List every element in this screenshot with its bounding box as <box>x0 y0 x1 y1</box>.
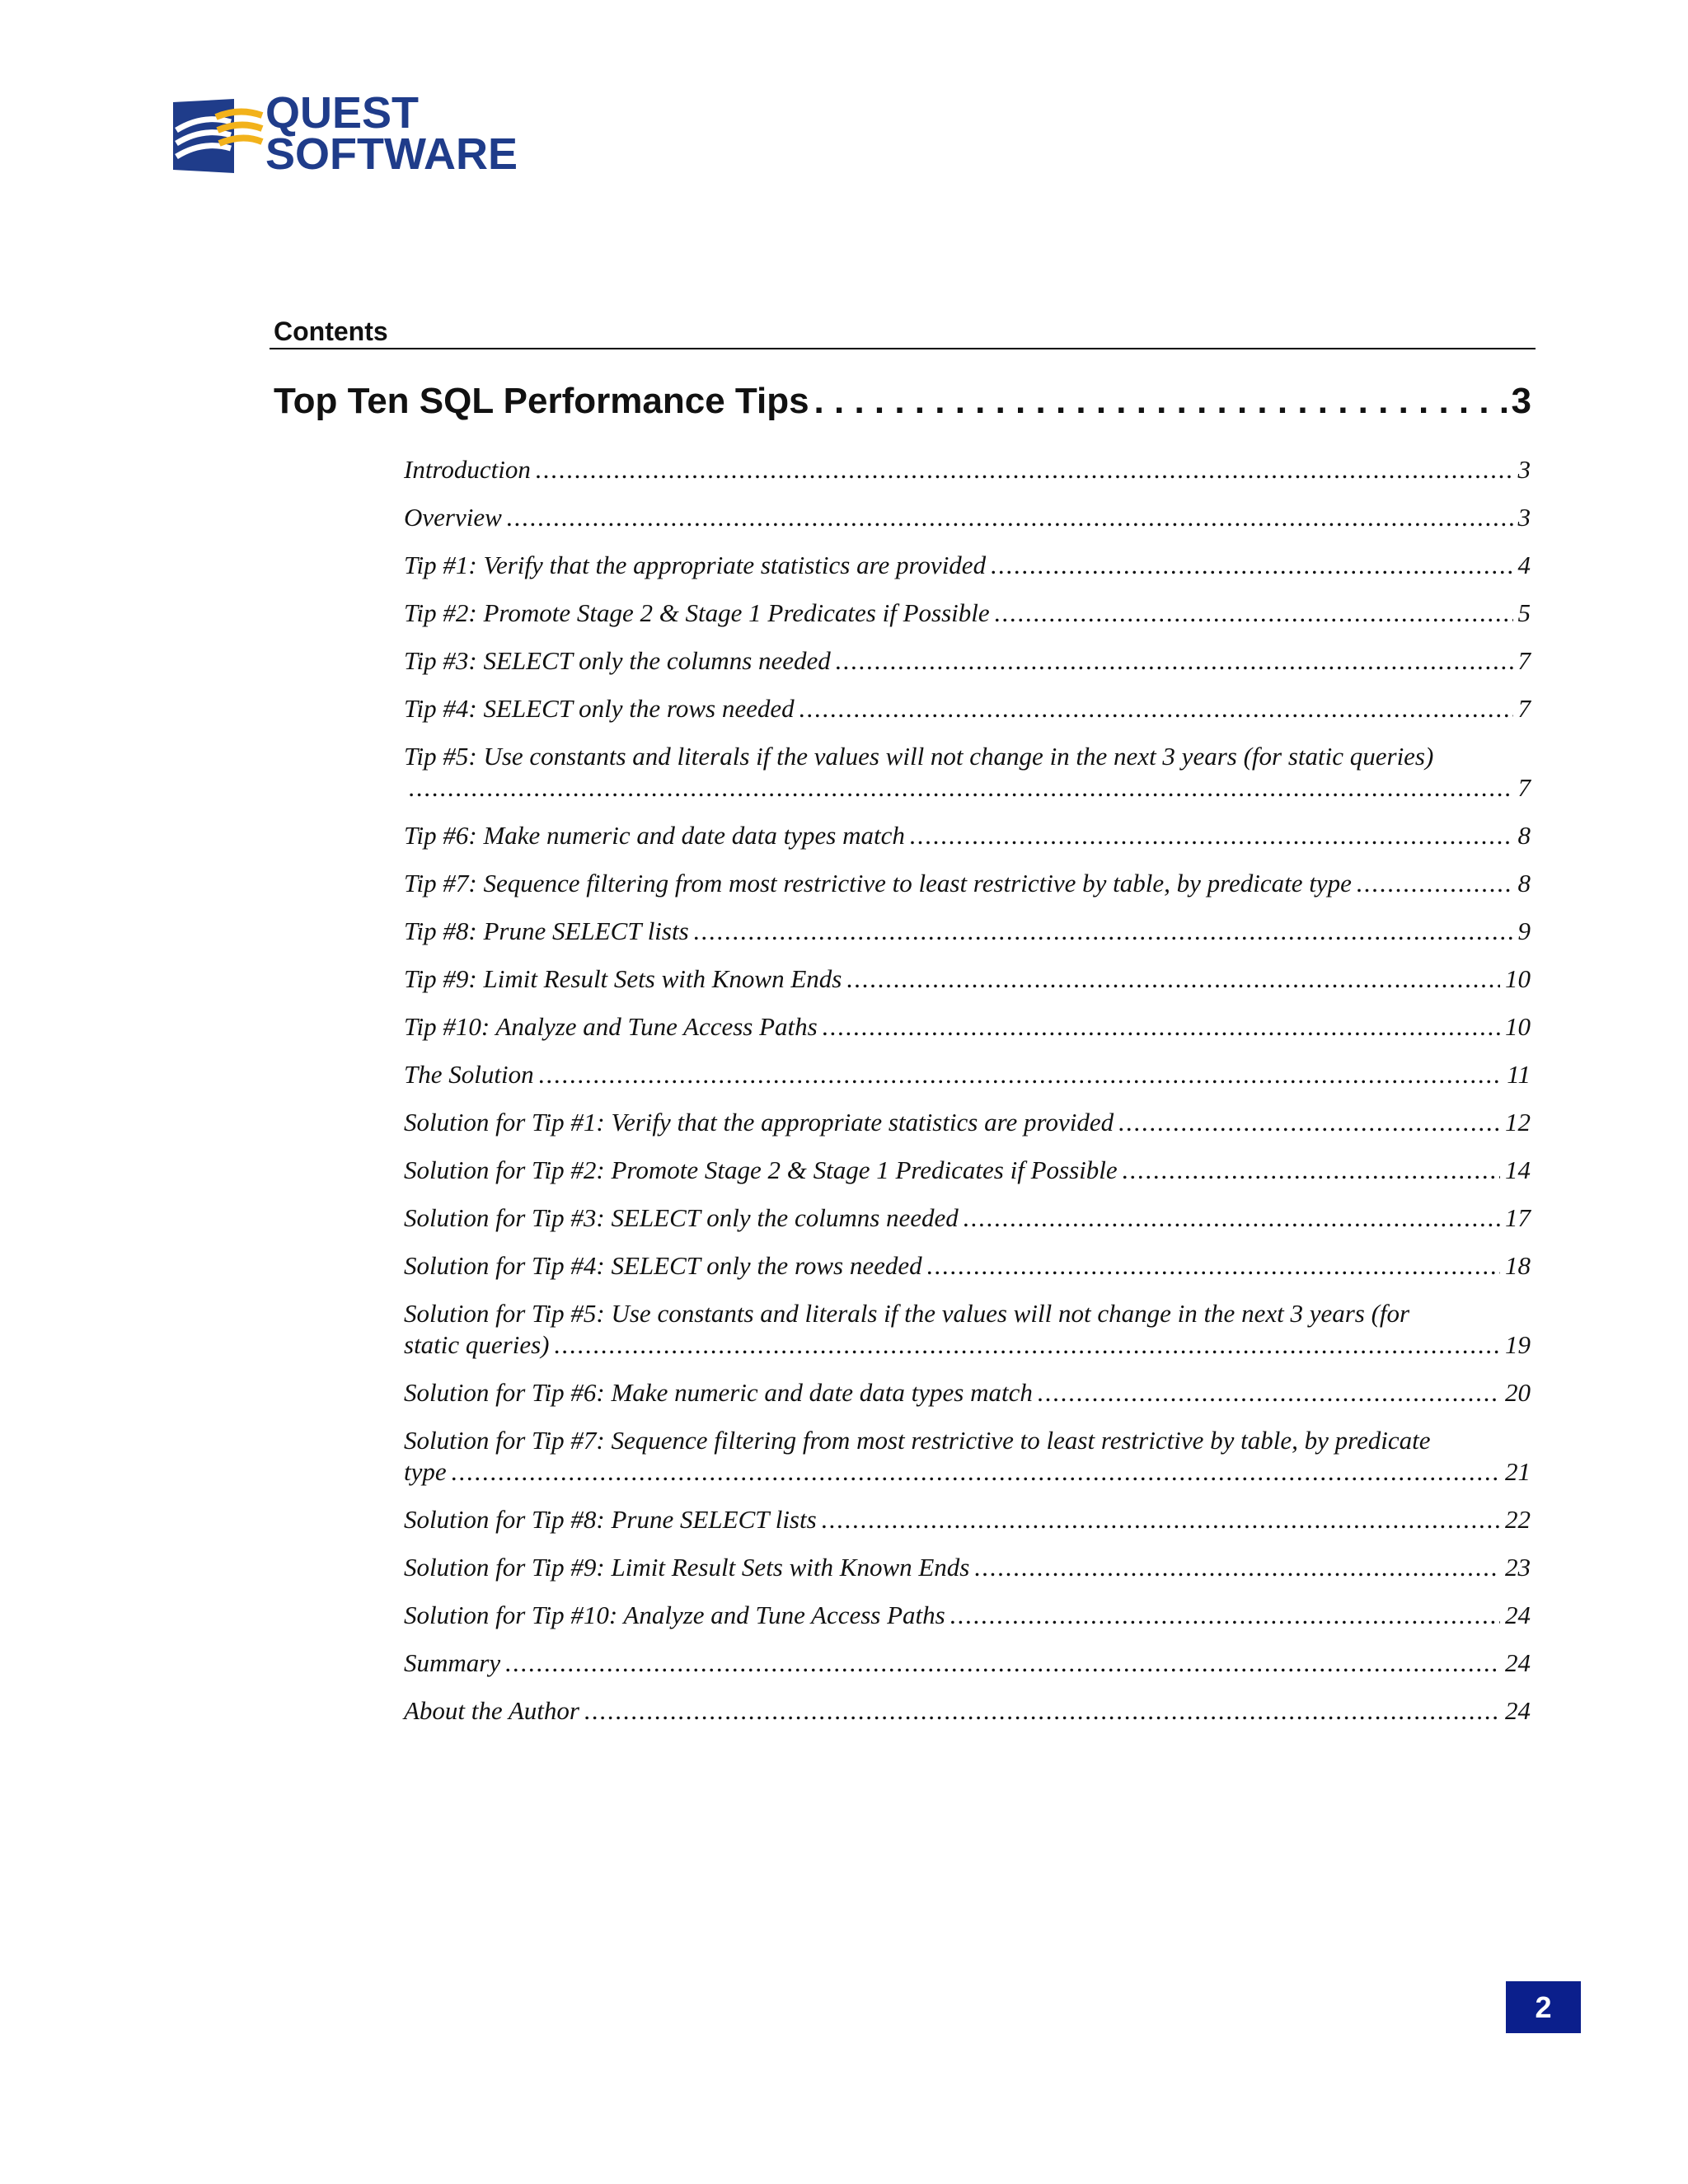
toc-entry[interactable] <box>404 502 1531 533</box>
toc-entry-page: 22 <box>1505 1505 1531 1534</box>
toc-entry-title: Solution for Tip #8: Prune SELECT lists <box>404 1505 817 1534</box>
toc-leader <box>1118 1107 1500 1138</box>
toc-leader <box>991 550 1512 581</box>
toc-entry[interactable] <box>404 868 1531 899</box>
toc-leader <box>814 381 1507 422</box>
quest-software-logo <box>170 88 574 179</box>
toc-entry-title: static queries) <box>404 1330 550 1359</box>
toc-entry-title: Introduction <box>404 455 531 484</box>
toc-entry[interactable] <box>404 1298 1531 1361</box>
toc-entry-page: 17 <box>1505 1203 1531 1232</box>
toc-entry-page: 3 <box>1517 455 1531 484</box>
quest-logo-mark-icon <box>170 97 269 176</box>
logo-wordmark <box>265 88 518 179</box>
toc-entry-page: 4 <box>1517 551 1531 579</box>
toc-entry-page: 12 <box>1505 1108 1531 1137</box>
toc-entry[interactable] <box>404 550 1531 581</box>
toc-entry-page: 24 <box>1505 1696 1531 1725</box>
toc-entry-page: 23 <box>1505 1553 1531 1582</box>
toc-leader <box>1123 1155 1500 1186</box>
toc-entry-list <box>404 454 1531 1743</box>
toc-entry-title: Tip #2: Promote Stage 2 & Stage 1 Predicates if Possible <box>404 598 990 627</box>
toc-leader <box>409 772 1513 804</box>
toc-main-page: 3 <box>1511 381 1531 421</box>
toc-entry-title: type <box>404 1457 447 1486</box>
toc-entry-title: Tip #4: SELECT only the rows needed <box>404 694 795 723</box>
page-number-badge: 2 <box>1506 1981 1581 2033</box>
toc-entry-page: 20 <box>1505 1378 1531 1407</box>
toc-entry-title: About the Author <box>404 1696 579 1725</box>
toc-leader <box>505 1647 1500 1679</box>
toc-leader <box>836 645 1513 677</box>
toc-entry[interactable] <box>404 820 1531 851</box>
toc-leader <box>694 916 1513 947</box>
toc-leader <box>507 502 1513 533</box>
toc-leader <box>539 1059 1503 1090</box>
toc-entry-page: 7 <box>1517 773 1531 802</box>
toc-leader <box>1038 1377 1500 1408</box>
toc-leader <box>927 1250 1500 1282</box>
toc-entry-title: Solution for Tip #10: Analyze and Tune Access Paths <box>404 1601 945 1629</box>
toc-entry[interactable] <box>404 1155 1531 1186</box>
toc-entry-title: Tip #10: Analyze and Tune Access Paths <box>404 1012 818 1041</box>
toc-entry-title: Solution for Tip #1: Verify that the appropriate statistics are provided <box>404 1108 1114 1137</box>
toc-leader <box>910 820 1513 851</box>
toc-entry-page: 10 <box>1505 964 1531 993</box>
toc-entry[interactable] <box>404 1011 1531 1043</box>
toc-leader <box>584 1695 1500 1727</box>
toc-entry-title-line1: Solution for Tip #5: Use constants and literals if the values will not change in the next 3 years (for <box>404 1299 1410 1328</box>
toc-leader <box>822 1504 1500 1535</box>
toc-entry-page: 19 <box>1505 1330 1531 1359</box>
toc-entry-title: Solution for Tip #2: Promote Stage 2 & Stage 1 Predicates if Possible <box>404 1155 1118 1184</box>
toc-entry[interactable] <box>404 645 1531 677</box>
toc-entry[interactable] <box>404 1425 1531 1488</box>
toc-entry-page: 10 <box>1505 1012 1531 1041</box>
toc-entry-page: 24 <box>1505 1648 1531 1677</box>
toc-entry-page: 14 <box>1505 1155 1531 1184</box>
toc-entry[interactable] <box>404 454 1531 485</box>
toc-leader <box>555 1329 1501 1361</box>
toc-entry-page: 9 <box>1517 916 1531 945</box>
toc-entry-title: Summary <box>404 1648 501 1677</box>
toc-entry-title: Overview <box>404 503 502 532</box>
toc-entry-page: 7 <box>1517 646 1531 675</box>
toc-leader <box>799 693 1513 724</box>
toc-entry-title: Solution for Tip #3: SELECT only the columns needed <box>404 1203 959 1232</box>
toc-entry[interactable] <box>404 916 1531 947</box>
toc-entry-page: 8 <box>1517 821 1531 850</box>
toc-entry-page: 24 <box>1505 1601 1531 1629</box>
toc-leader <box>1357 868 1513 899</box>
toc-leader <box>823 1011 1500 1043</box>
toc-entry-page: 3 <box>1517 503 1531 532</box>
toc-entry-title: Solution for Tip #4: SELECT only the rows needed <box>404 1251 922 1280</box>
toc-entry-page: 11 <box>1507 1060 1531 1089</box>
heading-rule <box>270 348 1536 349</box>
toc-main-entry[interactable] <box>274 381 1531 430</box>
toc-entry[interactable] <box>404 1552 1531 1583</box>
toc-entry-title: Tip #7: Sequence filtering from most restrictive to least restrictive by table, by predicate type <box>404 869 1352 898</box>
toc-entry[interactable] <box>404 1107 1531 1138</box>
toc-entry-title-line1: Tip #5: Use constants and literals if the values will not change in the next 3 years (for static queries) <box>404 742 1434 771</box>
contents-heading: Contents <box>274 316 388 346</box>
toc-entry-page: 5 <box>1517 598 1531 627</box>
toc-entry[interactable] <box>404 741 1531 804</box>
toc-entry-title: Tip #8: Prune SELECT lists <box>404 916 689 945</box>
toc-entry-title: Tip #9: Limit Result Sets with Known Ends <box>404 964 842 993</box>
toc-leader <box>995 598 1513 629</box>
toc-entry-page: 18 <box>1505 1251 1531 1280</box>
toc-entry[interactable] <box>404 1695 1531 1727</box>
toc-entry-title-line1: Solution for Tip #7: Sequence filtering from most restrictive to least restrictive by table, by predicate <box>404 1426 1431 1455</box>
toc-entry[interactable] <box>404 1647 1531 1679</box>
toc-entry[interactable] <box>404 598 1531 629</box>
toc-entry[interactable] <box>404 1504 1531 1535</box>
toc-leader <box>974 1552 1500 1583</box>
toc-entry-page: 7 <box>1517 694 1531 723</box>
toc-entry[interactable] <box>404 1600 1531 1631</box>
toc-entry[interactable] <box>404 1202 1531 1234</box>
toc-entry[interactable] <box>404 1250 1531 1282</box>
logo-line-software: SOFTWARE <box>265 129 518 179</box>
toc-main-title: Top Ten SQL Performance Tips <box>274 381 809 421</box>
toc-entry-title: Solution for Tip #6: Make numeric and date data types match <box>404 1378 1033 1407</box>
toc-entry[interactable] <box>404 963 1531 995</box>
toc-entry[interactable] <box>404 1377 1531 1408</box>
toc-entry-title: Tip #3: SELECT only the columns needed <box>404 646 831 675</box>
toc-leader <box>964 1202 1500 1234</box>
toc-entry[interactable] <box>404 693 1531 724</box>
toc-leader <box>846 963 1500 995</box>
logo-line-quest: QUEST <box>265 88 420 138</box>
toc-leader <box>536 454 1513 485</box>
toc-entry-page: 8 <box>1517 869 1531 898</box>
toc-entry-title: The Solution <box>404 1060 534 1089</box>
toc-entry[interactable] <box>404 1059 1531 1090</box>
toc-entry-title: Tip #1: Verify that the appropriate statistics are provided <box>404 551 987 579</box>
toc-entry-title: Solution for Tip #9: Limit Result Sets with Known Ends <box>404 1553 970 1582</box>
toc-leader <box>950 1600 1500 1631</box>
toc-leader <box>452 1456 1500 1488</box>
toc-entry-title: Tip #6: Make numeric and date data types match <box>404 821 905 850</box>
toc-entry-page: 21 <box>1505 1457 1531 1486</box>
